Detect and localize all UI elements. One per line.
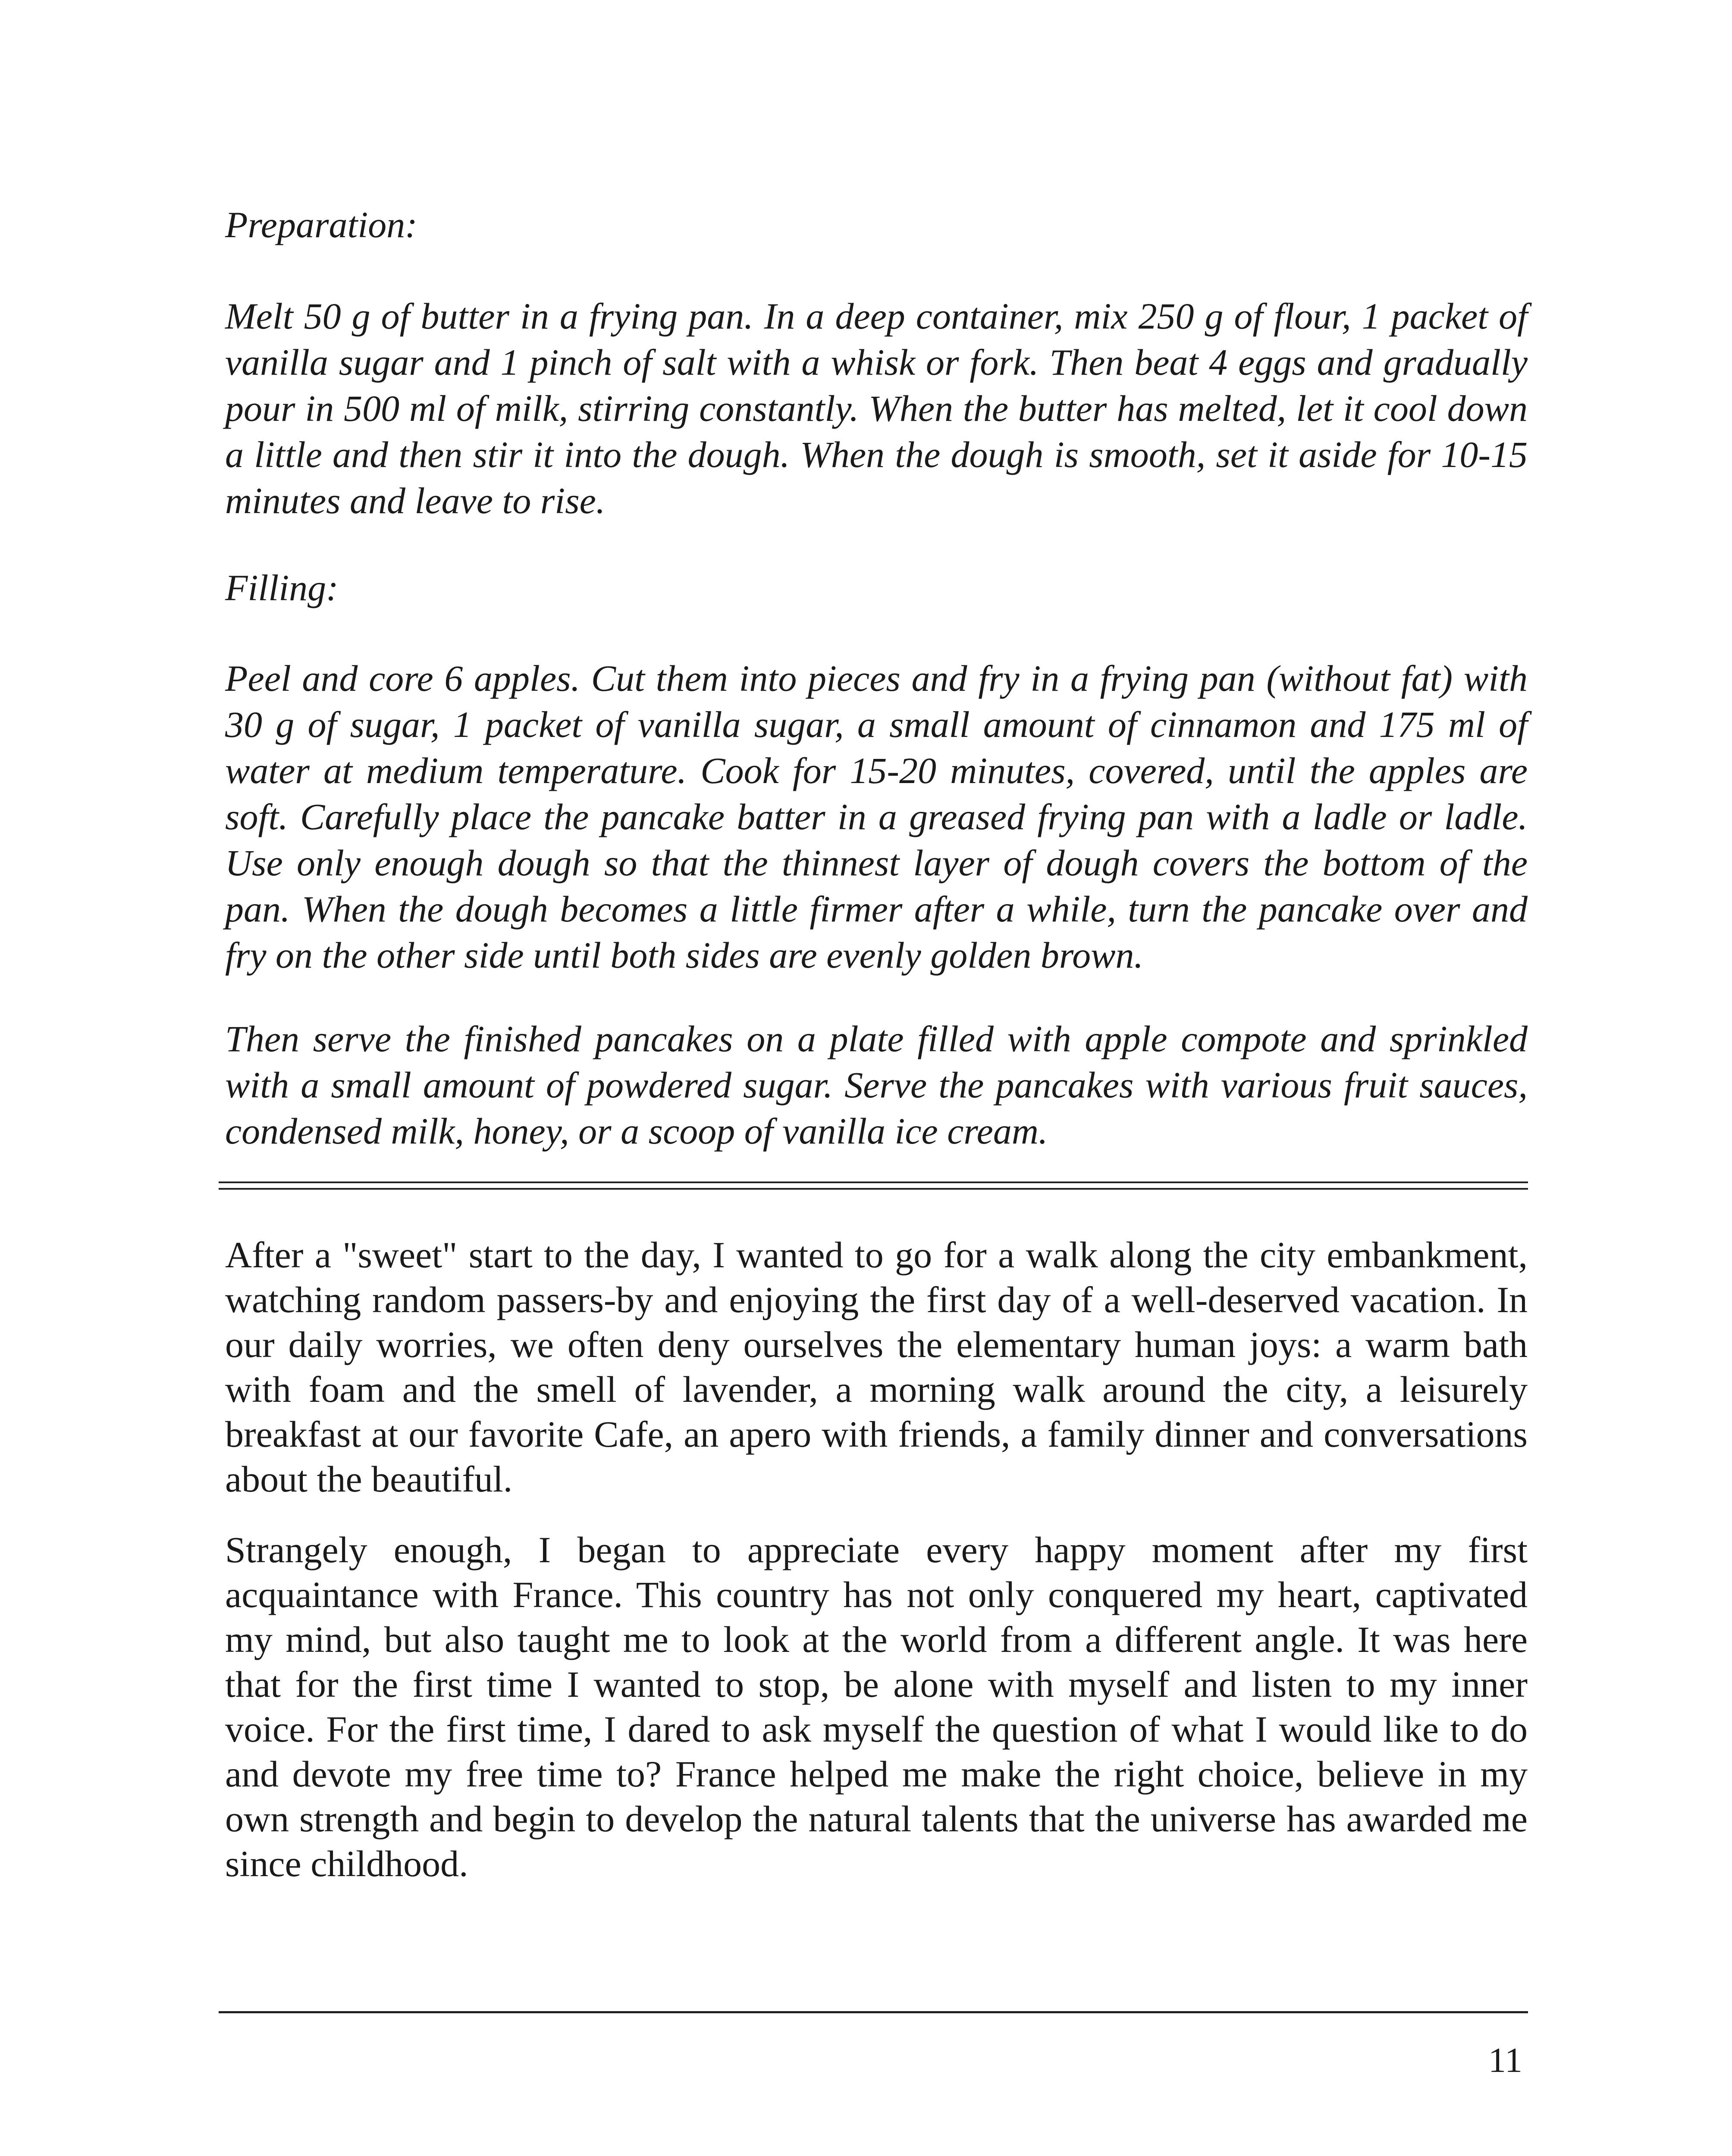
preparation-paragraph: Melt 50 g of butter in a frying pan. In a deep container, mix 250 g of flour, 1 packet of vanilla sugar and 1 pinch of salt with a whisk or fork. Then beat 4 eggs and gradually pour in 500 ml of milk, stirring constantly. When the butter has melted, let it cool down a little and then stir it into the dough. When the dough is smooth, set it aside for 10-15 minutes and leave to rise. <box>225 295 1528 521</box>
section-divider-top-line <box>219 1181 1528 1183</box>
preparation-section <box>225 202 1528 248</box>
footer-rule <box>219 2011 1528 2013</box>
serving-paragraph: Then serve the finished pancakes on a plate filled with apple compote and sprinkled with a small amount of powdered sugar. Serve the pancakes with various fruit sauces, condensed milk, honey, or a scoop of vanilla ice cream. <box>225 1018 1528 1152</box>
serving-body <box>225 1016 1528 1154</box>
filling-section <box>225 565 1528 611</box>
story-paragraph-1-block <box>225 1232 1528 1501</box>
story-paragraph-2-block <box>225 1527 1528 1886</box>
story-paragraph-2: Strangely enough, I began to appreciate every happy moment after my first acquaintance with France. This country has not only conquered my heart, captivated my mind, but also taught me to look at the world from a different angle. It was here that for the first time I wanted to stop, be alone with myself and listen to my inner voice. For the first time, I dared to ask myself the question of what I would like to do and devote my free time to? France helped me make the right choice, believe in my own strength and begin to develop the natural talents that the universe has awarded me since childhood. <box>225 1529 1528 1884</box>
preparation-body <box>225 293 1528 524</box>
page-number: 11 <box>1488 2040 1522 2080</box>
story-paragraph-1: After a "sweet" start to the day, I wanted to go for a walk along the city embankment, watching random passers-by and enjoying the first day of a well-deserved vacation. In our daily worries, we often deny ourselves the elementary human joys: a warm bath with foam and the smell of lavender, a morning walk around the city, a leisurely breakfast at our favorite Cafe, an apero with friends, a family dinner and conversations about the beautiful. <box>225 1234 1528 1500</box>
filling-heading: Filling: <box>225 567 339 608</box>
filling-body <box>225 655 1528 978</box>
filling-paragraph: Peel and core 6 apples. Cut them into pieces and fry in a frying pan (without fat) with 30 g of sugar, 1 packet of vanilla sugar, a small amount of cinnamon and 175 ml of water at medium temperature. Cook for 15-20 minutes, covered, until the apples are soft. Carefully place the pancake batter in a greased frying pan with a ladle or ladle. Use only enough dough so that the thinnest layer of dough covers the bottom of the pan. When the dough becomes a little firmer after a while, turn the pancake over and fry on the other side until both sides are evenly golden brown. <box>225 658 1528 976</box>
preparation-heading: Preparation: <box>225 204 417 245</box>
section-divider-bottom-line <box>219 1188 1528 1190</box>
